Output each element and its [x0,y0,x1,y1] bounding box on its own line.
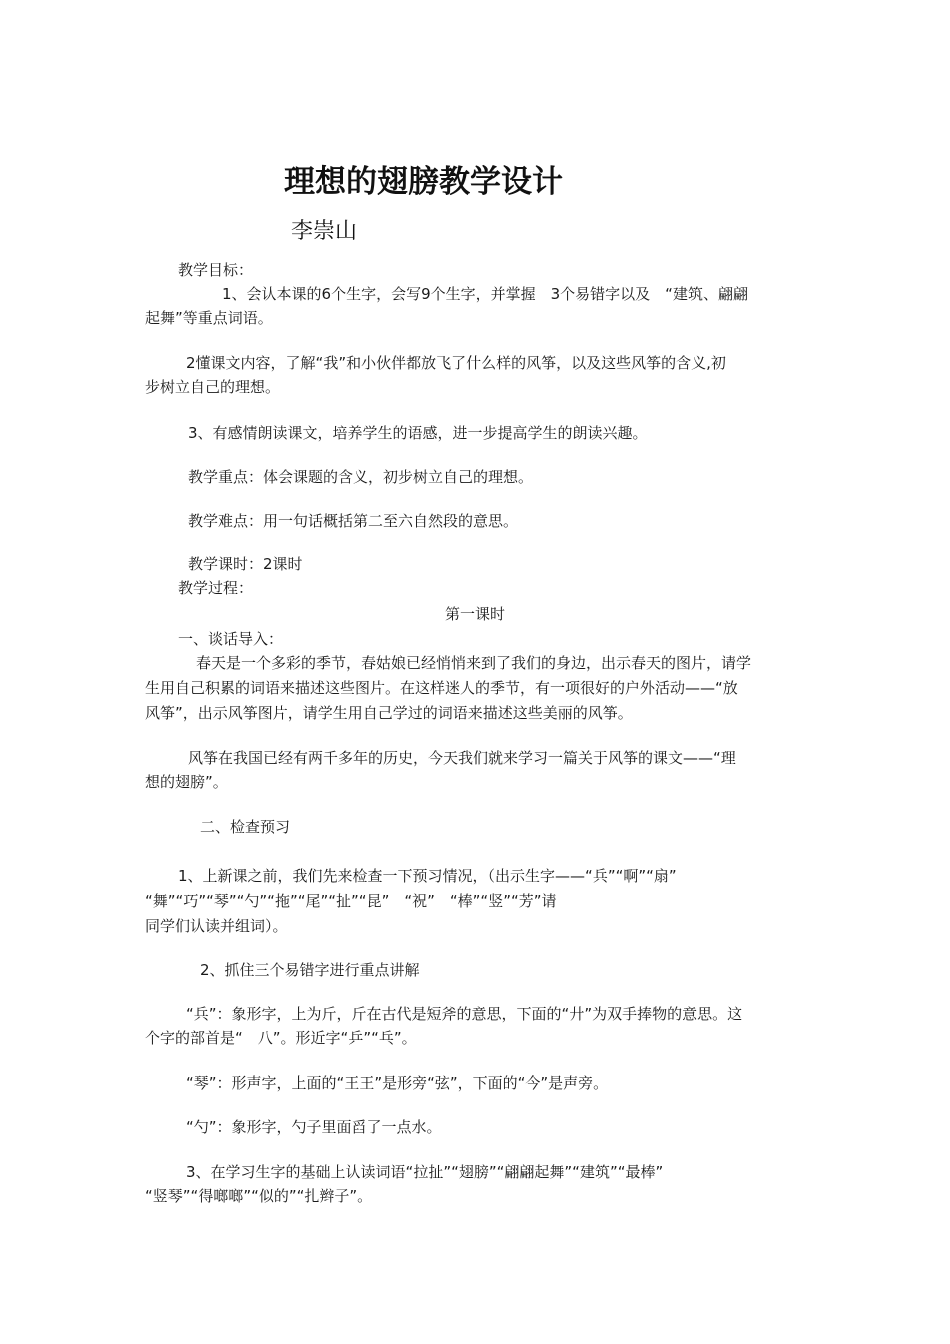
section-1-p1-line-2: 生用自己积累的词语来描述这些图片。在这样迷人的季节，有一项很好的户外活动——“放 [145,679,738,697]
section-2-item-3-line-2: “竖琴”“得啷啷”“似的”“扎辫子”。 [145,1187,373,1205]
goals-heading: 教学目标： [178,261,254,279]
section-2-item-1-line-3: 同学们认读并组词）。 [145,917,288,935]
bing-explanation-line-1: “兵”：象形字，上为斤，斤在古代是短斧的意思，下面的“廾”为双手捧物的意思。这 [186,1005,743,1023]
goal-2-line-1: 2懂课文内容，了解“我”和小伙伴都放飞了什么样的风筝，以及这些风筝的含义,初 [186,354,726,372]
bing-explanation-line-2: 个字的部首是“ 八”。形近字“乒”“乓”。 [145,1029,417,1047]
section-1-p1-line-3: 风筝”，出示风筝图片，请学生用自己学过的词语来描述这些美丽的风筝。 [145,704,633,722]
goal-2-line-2: 步树立自己的理想。 [145,378,281,396]
section-2-item-1-line-2: “舞”“巧”“琴”“勺”“拖”“尾”“扯”“昆” “祝” “棒”“竖”“芳”请 [145,892,557,910]
document-title: 理想的翅膀教学设计 [284,164,563,200]
section-2-item-3-line-1: 3、在学习生字的基础上认读词语“拉扯”“翅膀”“翩翩起舞”“建筑”“最棒” [186,1163,664,1181]
goal-1-line-2: 起舞”等重点词语。 [145,309,273,327]
qin-explanation: “琴”：形声字，上面的“王王”是形旁“弦”，下面的“今”是声旁。 [186,1074,609,1092]
section-1-p1-line-1: 春天是一个多彩的季节，春姑娘已经悄悄来到了我们的身边，出示春天的图片，请学 [196,654,752,672]
difficulty: 教学难点：用一句话概括第二至六自然段的意思。 [188,512,519,530]
section-1-heading: 一、谈话导入： [178,630,284,648]
key-point: 教学重点：体会课题的含义，初步树立自己的理想。 [188,468,534,486]
goal-1-line-1: 1、会认本课的6个生字，会写9个生字，并掌握 3个易错字以及 “建筑、翩翩 [222,285,748,303]
author-name: 李崇山 [291,219,358,244]
section-2-heading: 二、检查预习 [200,818,291,836]
section-2-item-2: 2、抓住三个易错字进行重点讲解 [200,961,420,979]
process-heading: 教学过程： [178,579,254,597]
goal-3: 3、有感情朗读课文，培养学生的语感，进一步提高学生的朗读兴趣。 [188,424,648,442]
section-2-item-1-line-1: 1、上新课之前，我们先来检查一下预习情况，（出示生字——“兵”“啊”“扇” [178,867,677,885]
section-1-p2-line-2: 想的翅膀”。 [145,773,228,791]
section-1-p2-line-1: 风筝在我国已经有两千多年的历史，今天我们就来学习一篇关于风筝的课文——“理 [188,749,736,767]
class-periods: 教学课时：2课时 [188,555,303,573]
shao-explanation: “勺”：象形字，勺子里面舀了一点水。 [186,1118,442,1136]
first-period-heading: 第一课时 [444,605,505,623]
